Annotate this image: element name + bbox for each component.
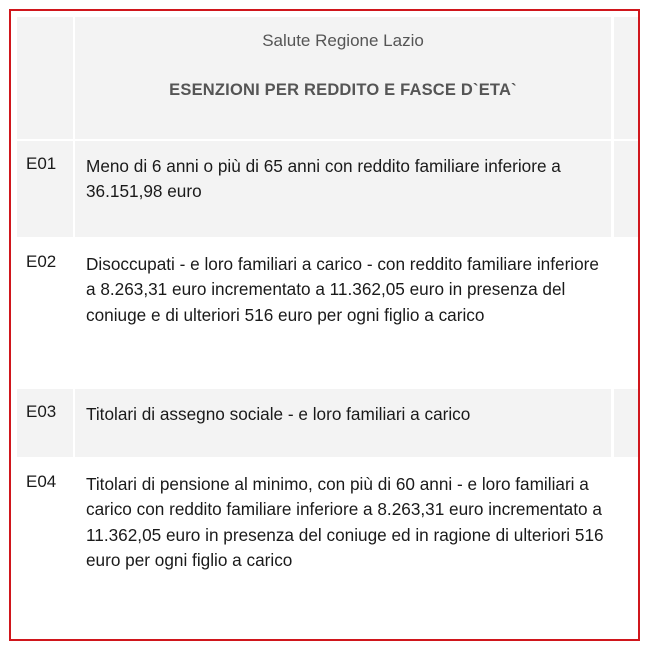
exemption-description: Meno di 6 anni o più di 65 anni con reddito familiare inferiore a 36.151,98 euro <box>86 156 561 202</box>
description-cell <box>75 389 611 457</box>
description-cell <box>75 459 611 629</box>
code-cell <box>17 389 73 457</box>
edge-cell <box>614 389 638 457</box>
table-row <box>17 239 638 387</box>
table-header-row <box>17 17 638 139</box>
exemption-code: E02 <box>26 252 57 271</box>
header-title-cell <box>75 17 611 139</box>
header-subtitle: Salute Regione Lazio <box>262 31 424 50</box>
exemption-code: E03 <box>26 402 57 421</box>
header-edge-cell <box>614 17 638 139</box>
document-frame <box>9 9 640 641</box>
code-cell <box>17 141 73 237</box>
table-row <box>17 459 638 629</box>
header-code-cell <box>17 17 73 139</box>
page-title: ESENZIONI PER REDDITO E FASCE D`ETA` <box>169 81 517 99</box>
description-cell <box>75 141 611 237</box>
exemption-description: Titolari di pensione al minimo, con più di 60 anni - e loro familiari a carico con reddito familiare inferiore a 8.263,31 euro incrementato a 11.362,05 euro in presenza del coniuge ed in ragione di ulteriori 516 euro per ogni figlio a carico <box>86 474 604 570</box>
description-cell <box>75 239 611 387</box>
code-cell <box>17 239 73 387</box>
exemption-description: Titolari di assegno sociale - e loro familiari a carico <box>86 404 471 424</box>
table-row <box>17 389 638 457</box>
edge-cell <box>614 239 638 387</box>
code-cell <box>17 459 73 629</box>
edge-cell <box>614 459 638 629</box>
exemption-description: Disoccupati - e loro familiari a carico - con reddito familiare inferiore a 8.263,31 euro incrementato a 11.362,05 euro in presenza del coniuge e di ulteriori 516 euro per ogni figlio a carico <box>86 254 599 325</box>
edge-cell <box>614 141 638 237</box>
exemption-code: E01 <box>26 154 57 173</box>
table-row <box>17 141 638 237</box>
exemption-code: E04 <box>26 472 57 491</box>
